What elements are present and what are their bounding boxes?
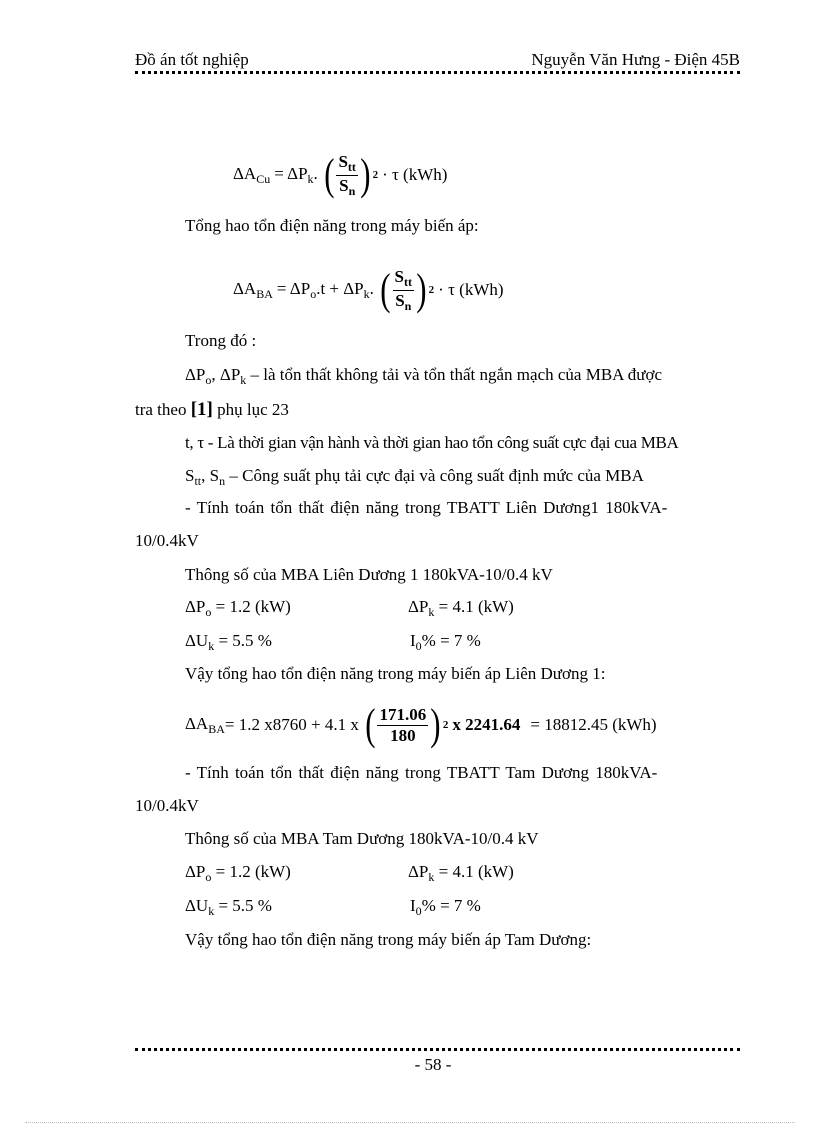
eq2-fraction: $\frac{S_{tt}}{S_n}$ — [394, 266, 413, 313]
eq1-fraction: $\frac{S_{tt}}{S_n}$ — [338, 151, 356, 198]
eq1-tail: · τ (kWh) — [382, 165, 448, 184]
section1-params-title: Thông số của MBA Liên Dương 1 180kVA-10/0.4 kV — [185, 565, 553, 584]
reference-marker: [1] — [190, 399, 213, 420]
definition-dp: $\Delta P_o$, $\Delta P_k$ – là tổn thất không tải và tổn thất ngắn mạch của MBA được — [185, 365, 663, 387]
footer-divider — [135, 1048, 740, 1051]
eq1-lhs: $\Delta A_{Cu}$ — [233, 163, 271, 186]
eq1-mid: = $\Delta P_k$. — [274, 163, 318, 186]
header-right: Nguyễn Văn Hưng - Điện 45B — [531, 50, 740, 69]
definition-s: $S_{tt}$, $S_n$ – Công suất phụ tải cực đại và công suất định mức của MBA — [185, 466, 644, 488]
section1-fraction: $\frac{171.06}{180}$ — [379, 704, 427, 745]
eq1-exponent: 2 — [372, 169, 379, 181]
trong-do-label: Trong đó : — [185, 331, 257, 350]
section2-params-title: Thông số của MBA Tam Dương 180kVA-10/0.4 kV — [185, 829, 539, 848]
equation-total-loss: $\Delta A_{BA}$ = $\Delta P_o.t + \Delta P_k$. ( $\frac{S_{tt}}{S_n}$ ) 2 · τ (kWh) — [233, 265, 504, 314]
section1-i0: $I_0\% = 7$ % — [410, 631, 481, 653]
page-number: - 58 - — [414, 1055, 452, 1074]
section1-equation: $\Delta A_{BA}$ = 1.2 x8760 + 4.1 x ( $\frac{171.06}{180}$ ) 2 x 2241.64 = 18812.45 (kWh) — [185, 700, 657, 749]
section2-pk: $\Delta P_k = 4.1$ (kW) — [408, 862, 514, 884]
section2-result-intro: Vậy tổng hao tổn điện năng trong máy biến áp Tam Dương: — [185, 930, 592, 949]
definition-t-tau: t, τ - Là thời gian vận hành và thời gian hao tổn công suất cực đại cua MBA — [185, 433, 679, 452]
section1-pk: $\Delta P_k = 4.1$ (kW) — [408, 597, 514, 619]
total-loss-line: Tổng hao tổn điện năng trong máy biến áp: — [185, 216, 479, 235]
section1-p0: $\Delta P_o = 1.2$ (kW) — [185, 597, 291, 619]
equation-copper-loss: $\Delta A_{Cu}$ = $\Delta P_k$. ( $\frac{S_{tt}}{S_n}$ ) 2 · τ (kWh) — [233, 150, 448, 199]
section1-uk: $\Delta U_k = 5.5$ % — [185, 631, 272, 653]
section1-title-line2: 10/0.4kV — [135, 531, 199, 550]
section2-title: - Tính toán tổn thất điện năng trong TBATT Tam Dương 180kVA- — [185, 763, 658, 782]
header-left: Đồ án tốt nghiệp — [135, 50, 249, 69]
section1-title: - Tính toán tổn thất điện năng trong TBATT Liên Dương1 180kVA- — [185, 498, 668, 517]
header-divider — [135, 71, 740, 74]
section1-result-intro: Vậy tổng hao tổn điện năng trong máy biến áp Liên Dương 1: — [185, 664, 606, 683]
definition-dp-line2: tra theo [1] phụ lục 23 — [135, 399, 289, 420]
section2-i0: $I_0\% = 7$ % — [410, 896, 481, 918]
section2-uk: $\Delta U_k = 5.5$ % — [185, 896, 272, 918]
section2-p0: $\Delta P_o = 1.2$ (kW) — [185, 862, 291, 884]
section2-title-line2: 10/0.4kV — [135, 796, 199, 815]
